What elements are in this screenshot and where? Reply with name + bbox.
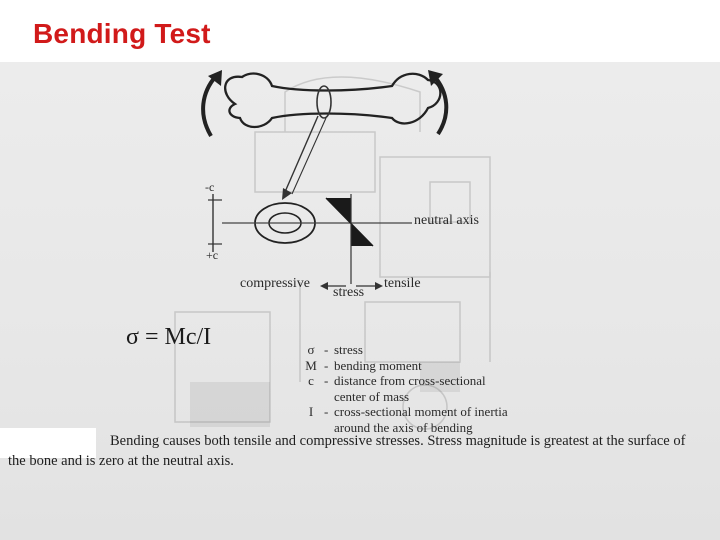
compressive-label: compressive: [240, 276, 310, 291]
legend-symbol: I: [308, 404, 314, 419]
legend-text: stress: [334, 342, 363, 357]
legend-symbol: σ: [307, 342, 315, 357]
legend-text: bending moment: [334, 357, 422, 373]
caption-line-1: Bending causes both tensile and compressive stresses. Stress magnitude is greatest at the surface of: [110, 433, 686, 449]
pointer-line-1: [285, 116, 318, 192]
tensile-label: tensile: [384, 276, 421, 291]
legend-symbol: c: [308, 373, 314, 388]
top-c-label: -c: [205, 180, 215, 194]
slide-title: Bending Test: [33, 18, 211, 49]
legend-text: cross-sectional moment of inertia: [334, 404, 508, 419]
legend-text-continued: center of mass: [334, 388, 410, 404]
legend-symbol: M: [305, 357, 317, 373]
legend-item-distance: c - distance from cross-sectional: [298, 373, 508, 389]
caption: [8, 431, 718, 471]
variable-legend: [298, 342, 508, 435]
legend-item-stress: σ - stress: [298, 342, 508, 358]
left-moment-arrow: [203, 76, 216, 136]
legend-text: distance from cross-sectional: [334, 373, 486, 388]
neutral-axis-label: neutral axis: [414, 213, 479, 228]
bottom-c-label: +c: [206, 248, 219, 262]
legend-text-continued: around the axis of bending: [334, 419, 473, 435]
bending-stress-formula: σ = Mc/I: [126, 324, 212, 350]
bone-outline: [225, 74, 440, 127]
legend-item-inertia: I - cross-sectional moment of inertia: [298, 404, 508, 420]
legend-item-moment: M - bending moment: [298, 358, 508, 374]
stress-label: stress: [333, 285, 365, 300]
caption-line-2: the bone and is zero at the neutral axis.: [8, 453, 234, 469]
pointer-line-2: [292, 118, 326, 194]
